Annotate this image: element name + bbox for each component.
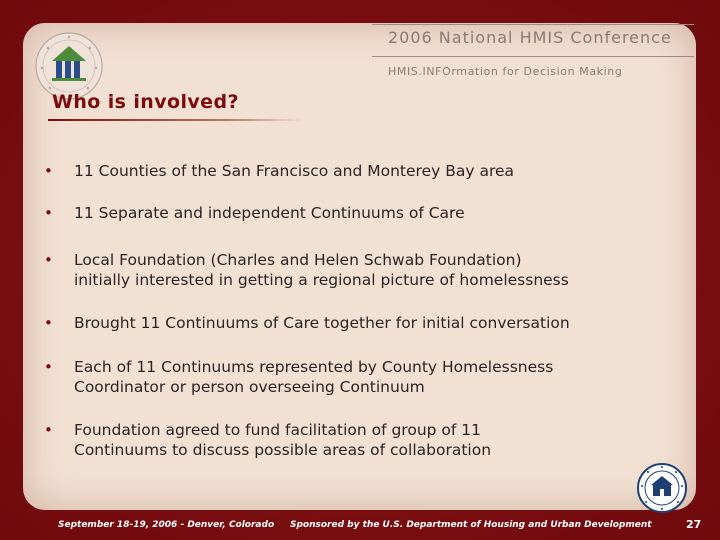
bullet-text-continued: Continuums to discuss possible areas of collaboration	[74, 441, 492, 459]
footer-dates: September 18-19, 2006 - Denver, Colorado	[58, 520, 275, 530]
bullet-text: Local Foundation (Charles and Helen Schwab Foundation)	[74, 251, 522, 269]
bullet-text: 11 Separate and independent Continuums of Care	[74, 204, 465, 222]
bullet-icon: •	[44, 314, 53, 332]
bullet-text: Brought 11 Continuums of Care together for initial conversation	[74, 314, 570, 332]
bullet-text-continued: Coordinator or person overseeing Continuum	[74, 378, 425, 396]
header-rule-middle	[372, 56, 694, 57]
page-number: 27	[686, 518, 702, 531]
bullet-icon: •	[44, 162, 53, 180]
bullet-icon: •	[44, 358, 53, 376]
bullet-text-continued: initially interested in getting a regional picture of homelessness	[74, 271, 569, 289]
bullet-icon: •	[44, 421, 53, 439]
bullet-text: Each of 11 Continuums represented by County Homelessness	[74, 358, 554, 376]
header-rule-top	[372, 24, 694, 25]
conference-subtitle: HMIS.INFOrmation for Decision Making	[388, 65, 623, 78]
bullet-text: 11 Counties of the San Francisco and Monterey Bay area	[74, 162, 515, 180]
conference-title: 2006 National HMIS Conference	[388, 28, 672, 47]
title-underline	[48, 119, 303, 121]
footer-sponsor: Sponsored by the U.S. Department of Housing and Urban Development	[290, 520, 652, 530]
bullet-text: Foundation agreed to fund facilitation of group of 11	[74, 421, 482, 439]
slide-title: Who is involved?	[52, 91, 239, 113]
hud-seal-icon	[636, 462, 688, 514]
bullet-icon: •	[44, 251, 53, 269]
bullet-icon: •	[44, 204, 53, 222]
